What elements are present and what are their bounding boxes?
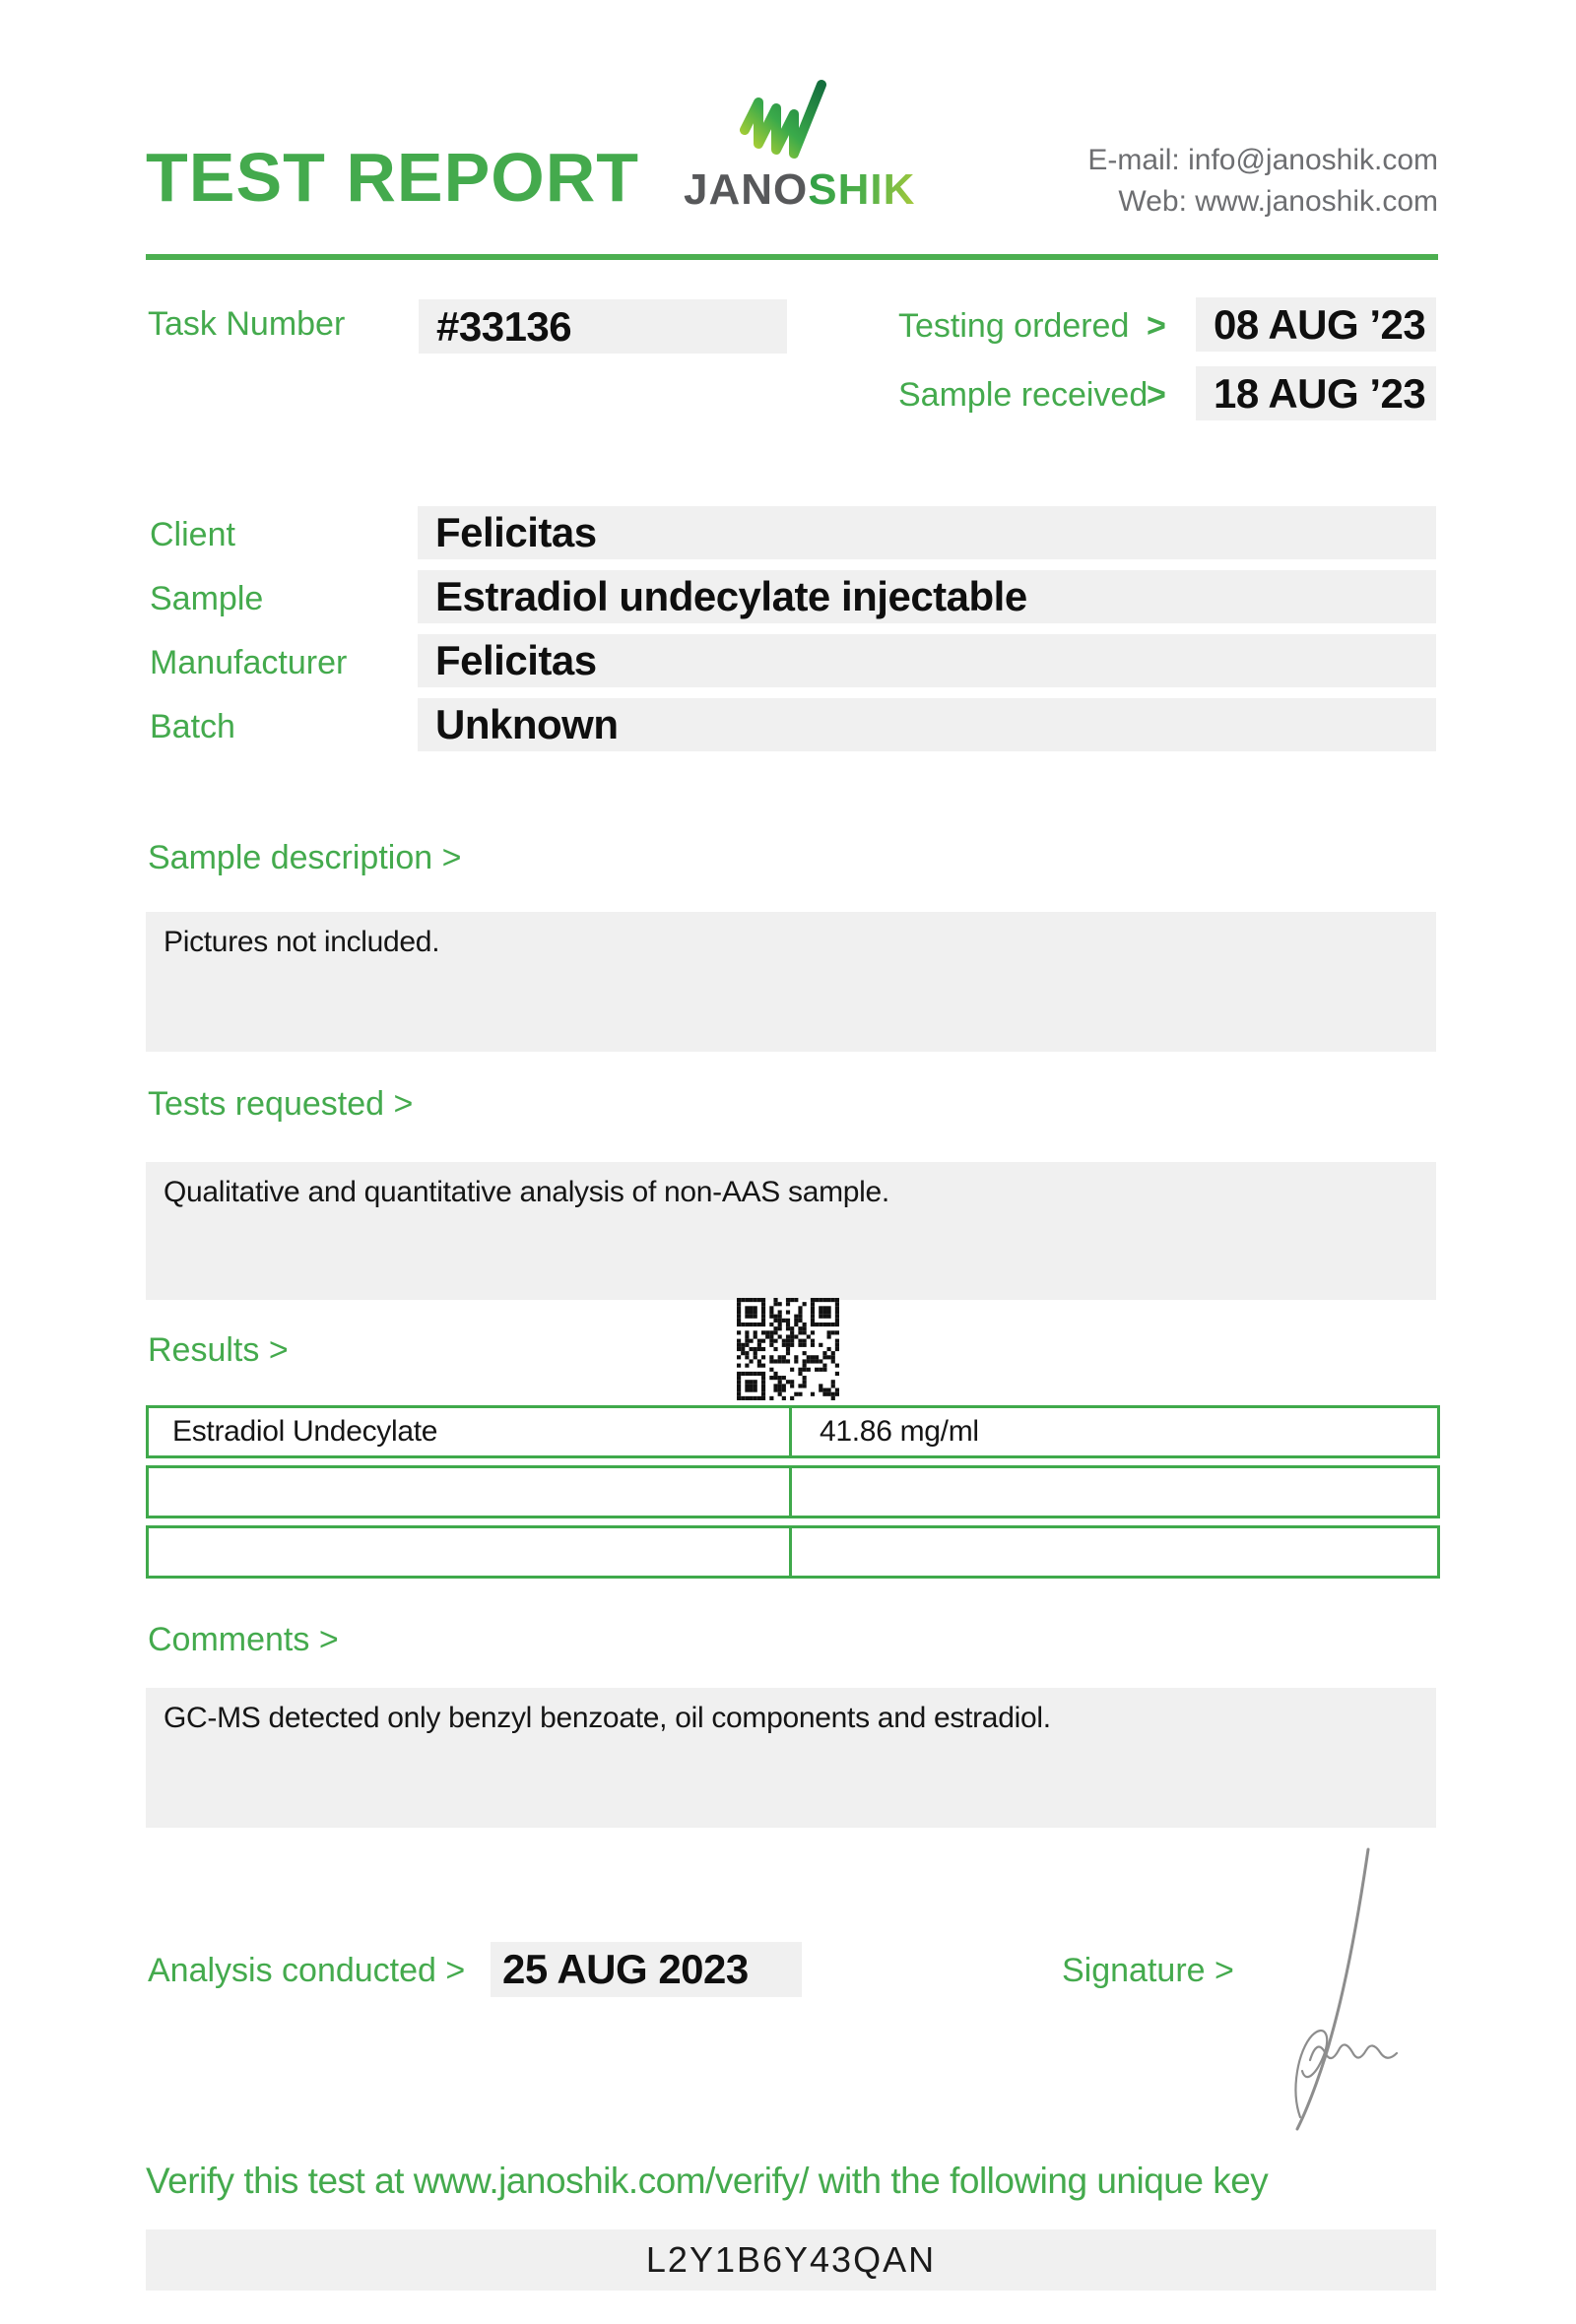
client-box xyxy=(418,506,1436,559)
tests-requested-heading: Tests requested > xyxy=(148,1085,414,1123)
testing-ordered-label: Testing ordered xyxy=(898,307,1130,345)
task-number-label: Task Number xyxy=(148,305,346,343)
analysis-conducted-label: Analysis conducted > xyxy=(148,1952,466,1989)
testing-ordered-arrow: > xyxy=(1147,307,1166,345)
tests-requested-box xyxy=(146,1162,1436,1300)
sample-label: Sample xyxy=(150,580,264,617)
task-number-value: #33136 xyxy=(436,302,572,350)
unique-key-box xyxy=(146,2229,1436,2291)
results-heading: Results > xyxy=(148,1331,289,1369)
result-analyte-cell xyxy=(149,1468,789,1516)
contact-email: E-mail: info@janoshik.com xyxy=(1087,144,1438,176)
signature xyxy=(1267,1845,1414,2133)
janoshik-logo-icon xyxy=(739,77,831,161)
sample-description-box xyxy=(146,912,1436,1052)
batch-value: Unknown xyxy=(435,701,619,747)
results-table-row xyxy=(146,1525,1440,1579)
batch-box xyxy=(418,698,1436,751)
sample-box xyxy=(418,570,1436,623)
sample-description-heading: Sample description > xyxy=(148,839,462,876)
analysis-date: 25 AUG 2023 xyxy=(502,1946,749,1992)
verify-instruction: Verify this test at www.janoshik.com/verify/ with the following unique key xyxy=(146,2161,1269,2201)
sample-description-text: Pictures not included. xyxy=(164,926,440,958)
task-number-box xyxy=(419,299,787,354)
sample-received-arrow: > xyxy=(1147,376,1166,414)
unique-key: L2Y1B6Y43QAN xyxy=(645,2239,937,2280)
comments-text: GC-MS detected only benzyl benzoate, oil components and estradiol. xyxy=(164,1702,1051,1734)
sample-value: Estradiol undecylate injectable xyxy=(435,573,1027,619)
qr-code xyxy=(737,1298,839,1400)
signature-label: Signature > xyxy=(1062,1952,1234,1989)
result-value-cell: 41.86 mg/ml xyxy=(789,1408,1437,1455)
testing-ordered-box xyxy=(1196,297,1436,352)
janoshik-logo-text xyxy=(684,165,915,215)
batch-label: Batch xyxy=(150,708,235,745)
comments-box xyxy=(146,1688,1436,1828)
comments-heading: Comments > xyxy=(148,1621,339,1658)
client-label: Client xyxy=(150,516,235,553)
result-value-cell xyxy=(789,1468,1437,1516)
result-value-cell xyxy=(789,1528,1437,1576)
manufacturer-box xyxy=(418,634,1436,687)
analysis-date-box xyxy=(491,1942,802,1997)
contact-block xyxy=(946,140,1438,223)
manufacturer-value: Felicitas xyxy=(435,637,597,683)
logo-text-green: SHIK xyxy=(808,165,916,214)
tests-requested-text: Qualitative and quantitative analysis of non-AAS sample. xyxy=(164,1176,889,1208)
testing-ordered-date: 08 AUG ’23 xyxy=(1214,300,1426,348)
sample-received-label: Sample received xyxy=(898,376,1149,414)
manufacturer-label: Manufacturer xyxy=(150,644,348,681)
client-value: Felicitas xyxy=(435,509,597,555)
results-table-row xyxy=(146,1465,1440,1518)
contact-web: Web: www.janoshik.com xyxy=(1118,185,1438,218)
sample-received-date: 18 AUG ’23 xyxy=(1214,369,1426,417)
results-table-row xyxy=(146,1405,1440,1458)
sample-received-box xyxy=(1196,366,1436,420)
result-analyte-cell xyxy=(149,1528,789,1576)
header-divider xyxy=(146,254,1438,260)
logo-text-dark: JANO xyxy=(684,165,809,214)
result-analyte-cell: Estradiol Undecylate xyxy=(172,1415,438,1448)
page-title: TEST REPORT xyxy=(146,139,640,216)
